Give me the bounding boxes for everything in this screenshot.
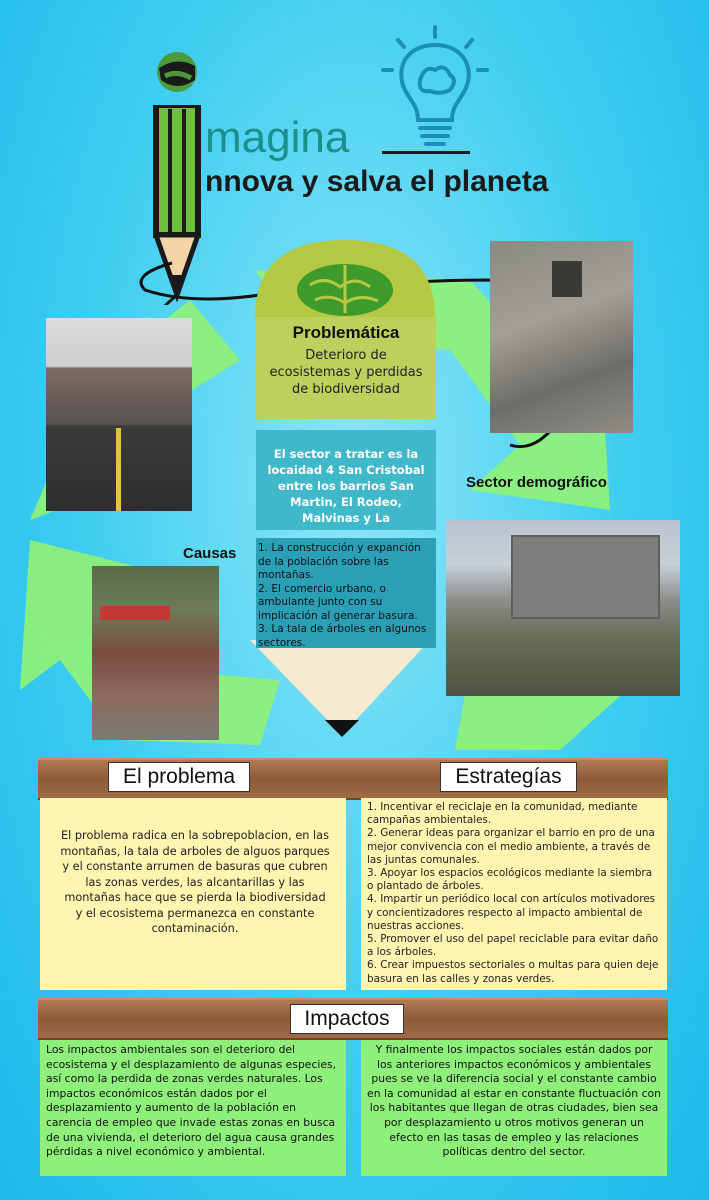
strategy-item: 6. Crear impuestos sectoriales o multas para quien deje basura en las calles y zonas verdes. — [367, 959, 659, 985]
photo-street — [46, 318, 192, 511]
impacts-left-box — [40, 1040, 346, 1176]
sector-text: El sector a tratar es la locaidad 4 San Cristobal entre los barrios San Martin, El Rodeo, Malvinas y La — [267, 447, 425, 525]
strategy-item: 1. Incentivar el reciclaje en la comunidad, mediante campañas ambientales. — [367, 801, 638, 827]
strategies-title: Estrategías — [440, 762, 577, 792]
title-part2: nnova y salva el planeta — [205, 165, 549, 198]
problem-title: El problema — [108, 762, 250, 792]
strategy-item: 3. Apoyar los espacios ecológicos mediante la siembra o plantado de árboles. — [367, 867, 653, 893]
impacts-right-box — [361, 1040, 667, 1176]
sector-box — [256, 430, 436, 530]
logo — [150, 45, 650, 265]
strategy-item: 4. Impartir un periódico local con artículos motivadores y concientizadores respecto al impacto ambiental de nuestras acciones. — [367, 893, 656, 932]
strategy-list — [367, 801, 661, 986]
causes-text: 1. La construcción y expanción de la población sobre las montañas. 2. El comercio urbano, o ambulante junto con su implicación al generar basura. 3. La tala de árboles en algunos sectores. — [258, 542, 427, 649]
impacts-right: Y finalmente los impactos sociales están dados por los anteriores impactos económicos y ambientales pues se ve la diferencia social y el constante cambio en la comunidad al estar en constante fluctuación con los habitantes que llegan de otras ciudades, bien sea por desplazamiento u otros motivos generan un efecto en las tasas de empleo y las relaciones políticas dentro del sector. — [367, 1043, 661, 1159]
strategy-item: 2. Generar ideas para organizar el barrio en pro de una mejor convivencia con el medio ambiente, a través de las juntas comunales. — [367, 827, 655, 866]
impacts-title: Impactos — [290, 1004, 404, 1034]
impacts-left: Los impactos ambientales son el deterioro del ecosistema y el desplazamiento de algunas especies, así como la perdida de zonas verdes naturales. Los impactos económicos están dados por el desplazamiento y aumento de la población en carencia de empleo que invade estas zonas en busca de una vivienda, el deterioro del agua causa grandes pérdidas a nivel económico y ambiental. — [46, 1043, 337, 1159]
problem-box — [256, 317, 436, 419]
causas-label: Causas — [183, 545, 237, 562]
causes-box — [256, 538, 436, 648]
photo-vendor — [92, 566, 219, 740]
title-part1: magina — [205, 113, 350, 162]
sector-label: Sector demográfico — [466, 474, 607, 491]
photo-sewer — [490, 241, 633, 433]
strategies-box — [361, 798, 667, 990]
globe-icon — [155, 50, 199, 94]
strategy-item: 5. Promover el uso del papel reciclable para evitar daño a los árboles. — [367, 933, 659, 959]
problem-heading: Problemática — [292, 323, 400, 342]
lightbulb-icon — [380, 25, 490, 155]
problem-text: Deterioro de ecosistemas y perdidas de biodiversidad — [269, 348, 423, 397]
photo-construction — [446, 520, 680, 696]
problem-body: El problema radica en la sobrepoblacion, en las montañas, la tala de arboles de alguos parques y el constante arrumen de basuras que cubren las zonas verdes, las alcantarillas y las montañas hace que se pierda la biodiversidad y el ecosistema permanezca en constante contaminación. — [60, 829, 330, 935]
problem-body-box — [40, 798, 346, 990]
